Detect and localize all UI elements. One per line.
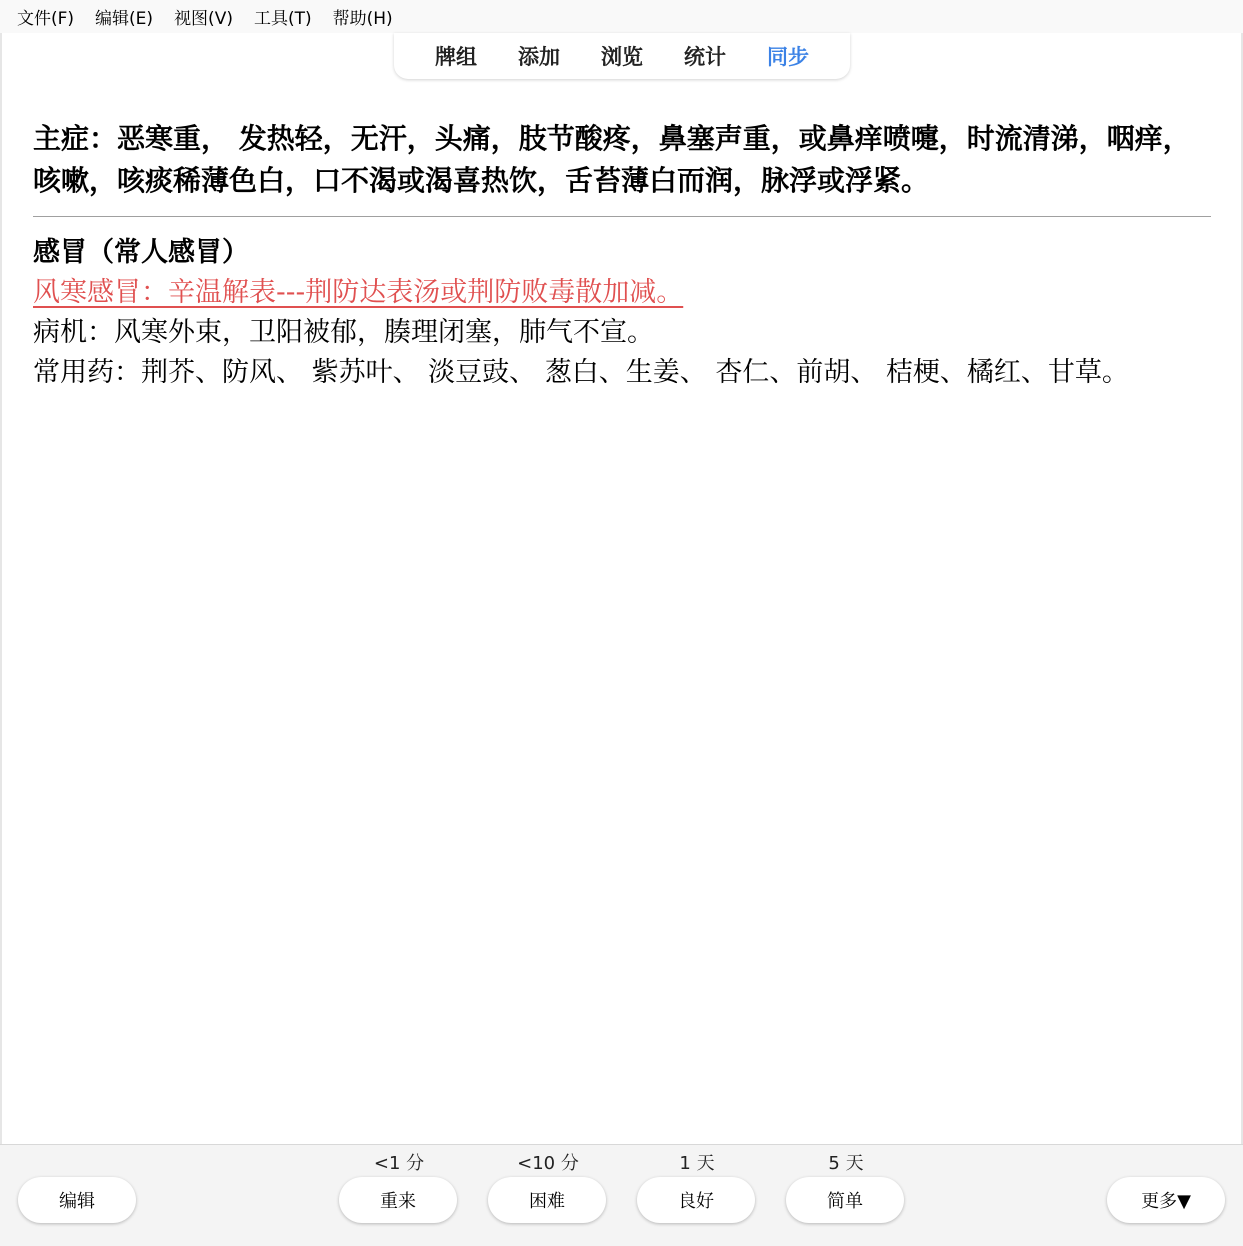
toolbar-area: [0, 33, 1243, 81]
good-interval: 1 天: [679, 1153, 715, 1174]
edit-button[interactable]: 编辑: [18, 1177, 136, 1223]
tab-sync[interactable]: 同步: [767, 45, 809, 69]
tab-browse[interactable]: 浏览: [601, 45, 643, 69]
main-toolbar: [394, 33, 850, 79]
more-button[interactable]: 更多▼: [1107, 1177, 1225, 1223]
menu-file[interactable]: 文件(F): [17, 9, 75, 29]
answer-link[interactable]: 风寒感冒：辛温解表---荆防达表汤或荆防败毒散加减。: [33, 277, 684, 308]
tab-decks[interactable]: 牌组: [435, 45, 477, 69]
menu-edit[interactable]: 编辑(E): [95, 9, 154, 29]
review-bottom-bar: [0, 1144, 1243, 1246]
hard-button[interactable]: 困难: [488, 1177, 606, 1223]
easy-button[interactable]: 简单: [786, 1177, 904, 1223]
menu-tools[interactable]: 工具(T): [253, 9, 312, 29]
again-button[interactable]: 重来: [339, 1177, 457, 1223]
answer-drugs: 常用药：荆芥、防风、 紫苏叶、 淡豆豉、 葱白、生姜、 杏仁、前胡、 桔梗、橘红、甘草。: [33, 357, 1129, 388]
good-button[interactable]: 良好: [637, 1177, 755, 1223]
tab-stats[interactable]: 统计: [684, 45, 726, 69]
menu-view[interactable]: 视图(V): [174, 9, 233, 29]
hard-interval: <10 分: [517, 1153, 579, 1174]
card-question: 主症：恶寒重， 发热轻，无汗，头痛，肢节酸疼，鼻塞声重，或鼻痒喷嚏，时流清涕，咽痒，咳嗽，咳痰稀薄色白，口不渴或渴喜热饮，舌苔薄白而润，脉浮或浮紧。: [33, 122, 1191, 197]
menu-bar: [0, 0, 1243, 33]
answer-pathogenesis: 病机：风寒外束，卫阳被郁，腠理闭塞，肺气不宣。: [33, 317, 654, 348]
easy-interval: 5 天: [828, 1153, 864, 1174]
answer-divider: [33, 216, 1211, 217]
menu-help[interactable]: 帮助(H): [332, 9, 393, 29]
tab-add[interactable]: 添加: [518, 45, 560, 69]
card-content: [33, 118, 1213, 393]
window-edge-left: [0, 33, 2, 1144]
again-interval: <1 分: [373, 1153, 425, 1174]
answer-title: 感冒（常人感冒）: [33, 237, 249, 268]
